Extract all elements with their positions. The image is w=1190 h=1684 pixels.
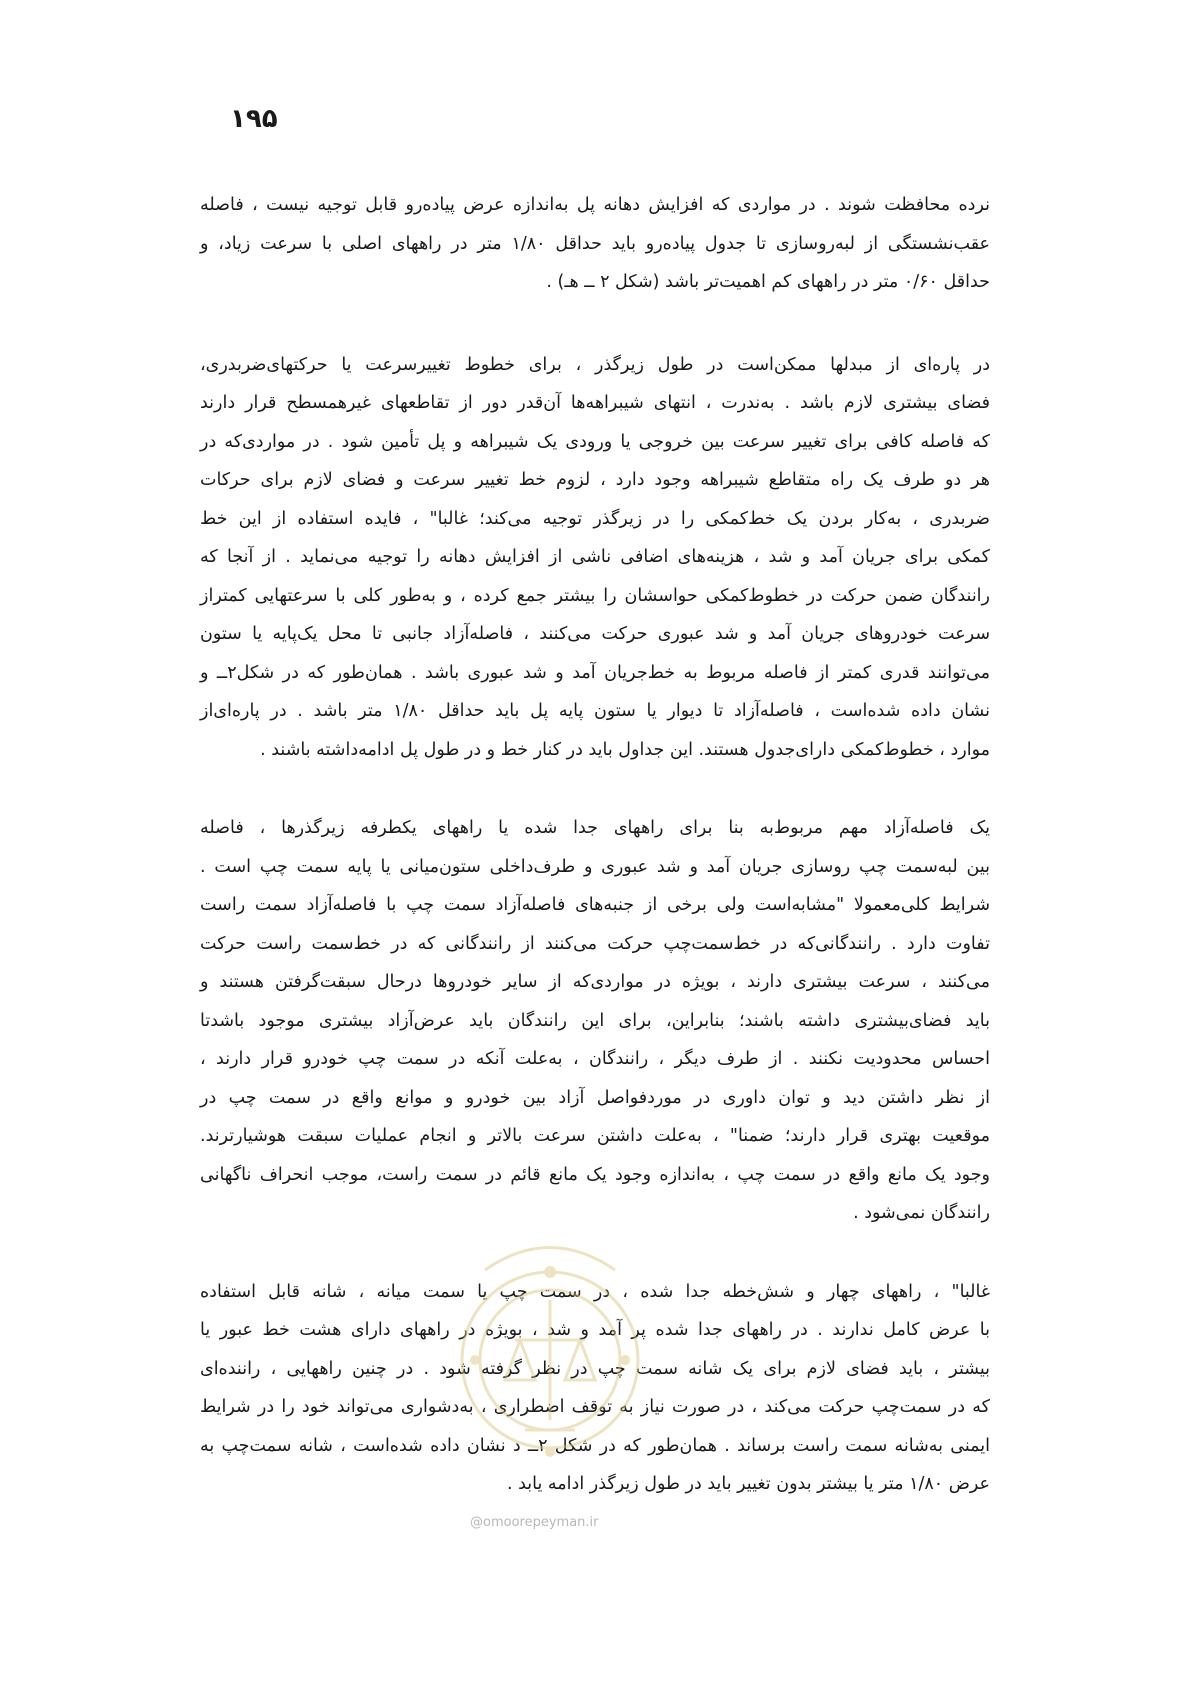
text-line: کمکی برای جریان آمد و شد ، هزینه‌های اضافی ناشی از افزایش دهانه را توجیه می‌نماید . از آنجا که xyxy=(200,547,990,567)
text-line: که در سمت‌چپ حرکت می‌کند ، در صورت نیاز به توقف اضطراری ، به‌دشواری می‌تواند خود را در شرایط xyxy=(200,1397,990,1417)
text-line: احساس محدودیت نکنند . از طرف دیگر ، رانندگان ، به‌علت آنکه در سمت چپ خودرو قرار دارند ، xyxy=(200,1049,990,1069)
text-line: یک فاصله‌آزاد مهم مربوط‌به بنا برای راههای جدا شده یا راههای یکطرفه زیرگذرها ، فاصله xyxy=(200,818,990,838)
page-number: ۱۹۵ xyxy=(230,104,278,134)
watermark-logo xyxy=(455,1230,645,1500)
text-line: بیشتر ، باید فضای لازم برای یک شانه سمت چپ در نظر گرفته شود . در چنین راههایی ، راننده‌ای xyxy=(200,1358,990,1379)
text-line: باید فضای‌بیشتری داشته باشند؛ بنابراین، برای این رانندگان باید عرض‌آزاد بیشتری موجود باشدتا xyxy=(200,1010,990,1031)
text-line: شرایط کلی‌معمولا "مشابه‌است ولی برخی از جنبه‌های فاصله‌آزاد سمت چپ با فاصله‌آزاد سمت راست xyxy=(200,895,990,915)
text-line: بین لبه‌سمت چپ روسازی جریان آمد و شد عبوری و طرف‌داخلی ستون‌میانی یا پایه سمت چپ است . xyxy=(200,856,990,877)
text-line: موقعیت بهتری قرار دارند؛ ضمنا" ، به‌علت داشتن سرعت بالاتر و انجام عملیات سبقت هوشیارترند. xyxy=(200,1126,990,1146)
text-line: عرض ۱/۸۰ متر یا بیشتر بدون تغییر باید در طول زیرگذر ادامه یابد . xyxy=(506,1474,990,1494)
text-line: غالبا" ، راههای چهار و شش‌خطه جدا شده ، در سمت چپ یا سمت میانه ، شانه قابل استفاده xyxy=(200,1281,990,1302)
paragraph xyxy=(200,346,990,770)
text-line: سرعت خودروهای جریان آمد و شد عبوری حرکت می‌کنند ، فاصله‌آزاد جانبی تا محل یک‌پایه یا ستون xyxy=(200,624,990,644)
text-line: نرده محافظت شوند . در مواردی که افزایش دهانه پل به‌اندازه عرض پیاده‌رو قابل توجیه نیست ، فاصله xyxy=(200,195,990,215)
text-line: رانندگان ضمن حرکت در خطوط‌کمکی حواسشان را بیشتر جمع کرده ، و به‌طور کلی با سرعتهایی کمتراز xyxy=(200,585,990,606)
paragraph xyxy=(200,186,990,302)
text-line: که فاصله کافی برای تغییر سرعت بین خروجی یا ورودی یک شیبراهه و پل تأمین شود . در مواردی‌که در xyxy=(200,431,990,452)
text-line: وجود یک مانع واقع در سمت چپ ، به‌اندازه وجود یک مانع قائم در سمت راست، موجب انحراف ناگهانی xyxy=(200,1164,990,1185)
text-line: حداقل ۰/۶۰ متر در راههای کم اهمیت‌تر باشد (شکل ۲ ــ هـ) . xyxy=(546,272,990,292)
text-line: ضربدری ، به‌کار بردن یک خط‌کمکی را در زیرگذر توجیه می‌کند؛ غالبا" ، فایده استفاده از این خط xyxy=(200,508,990,529)
text-line: با عرض کامل ندارند . در راههای جدا شده پر آمد و شد ، بویژه در راههای دارای هشت خط عبور یا xyxy=(200,1320,990,1340)
text-line: فضای بیشتری لازم باشد . به‌ندرت ، انتهای شیبراهه‌ها آن‌قدر دور از تقاطعهای غیرهمسطح قرار دارند xyxy=(200,393,990,413)
text-line: می‌کنند ، سرعت بیشتری دارند ، بویژه در مواردی‌که از سایر خودروها درحال سبقت‌گرفتن هستند و xyxy=(200,972,990,992)
text-line: نشان داده شده‌است ، فاصله‌آزاد تا دیوار یا ستون پایه پل باید حداقل ۱/۸۰ متر باشد . در پاره‌ای‌از xyxy=(200,701,990,721)
text-line: از نظر داشتن دید و توان داوری در موردفواصل آزاد بین خودرو و موانع واقع در سمت چپ در xyxy=(200,1087,990,1108)
text-line: تفاوت دارد . رانندگانی‌که در خط‌سمت‌چپ حرکت می‌کنند از رانندگانی که در خط‌سمت راست حرکت xyxy=(200,933,990,954)
paragraph xyxy=(200,809,990,1233)
text-line: در پاره‌ای از مبدلها ممکن‌است در طول زیرگذر ، برای خطوط‌ تغییرسرعت یا حرکتهای‌ضربدری، xyxy=(200,354,990,375)
text-line: ایمنی به‌شانه سمت راست برساند . همان‌طور که در شکل ۲ــ د نشان داده شده‌است ، شانه سمت‌چپ به xyxy=(200,1435,990,1456)
text-line: عقب‌نشستگی از لبه‌روسازی تا جدول پیاده‌رو باید حداقل ۱/۸۰ متر در راههای اصلی با سرعت زیاد، و xyxy=(200,233,990,254)
text-line: موارد ، خطوط‌کمکی دارای‌جدول هستند. این جداول باید در کنار خط و در طول پل ادامه‌داشته باشند . xyxy=(260,739,990,760)
text-line: هر دو طرف یک راه متقاطع شیبراهه وجود دارد ، لزوم خط تغییر سرعت و فضای لازم برای حرکات xyxy=(200,470,990,490)
text-line: می‌توانند قدری کمتر از فاصله مربوط به خط‌جریان آمد و شد عبوری باشد . همان‌طور که در شکل۲ــ و xyxy=(200,662,990,683)
text-line: رانندگان نمی‌شود . xyxy=(853,1203,990,1223)
watermark-text: @omoorepeyman.ir xyxy=(470,1515,599,1530)
